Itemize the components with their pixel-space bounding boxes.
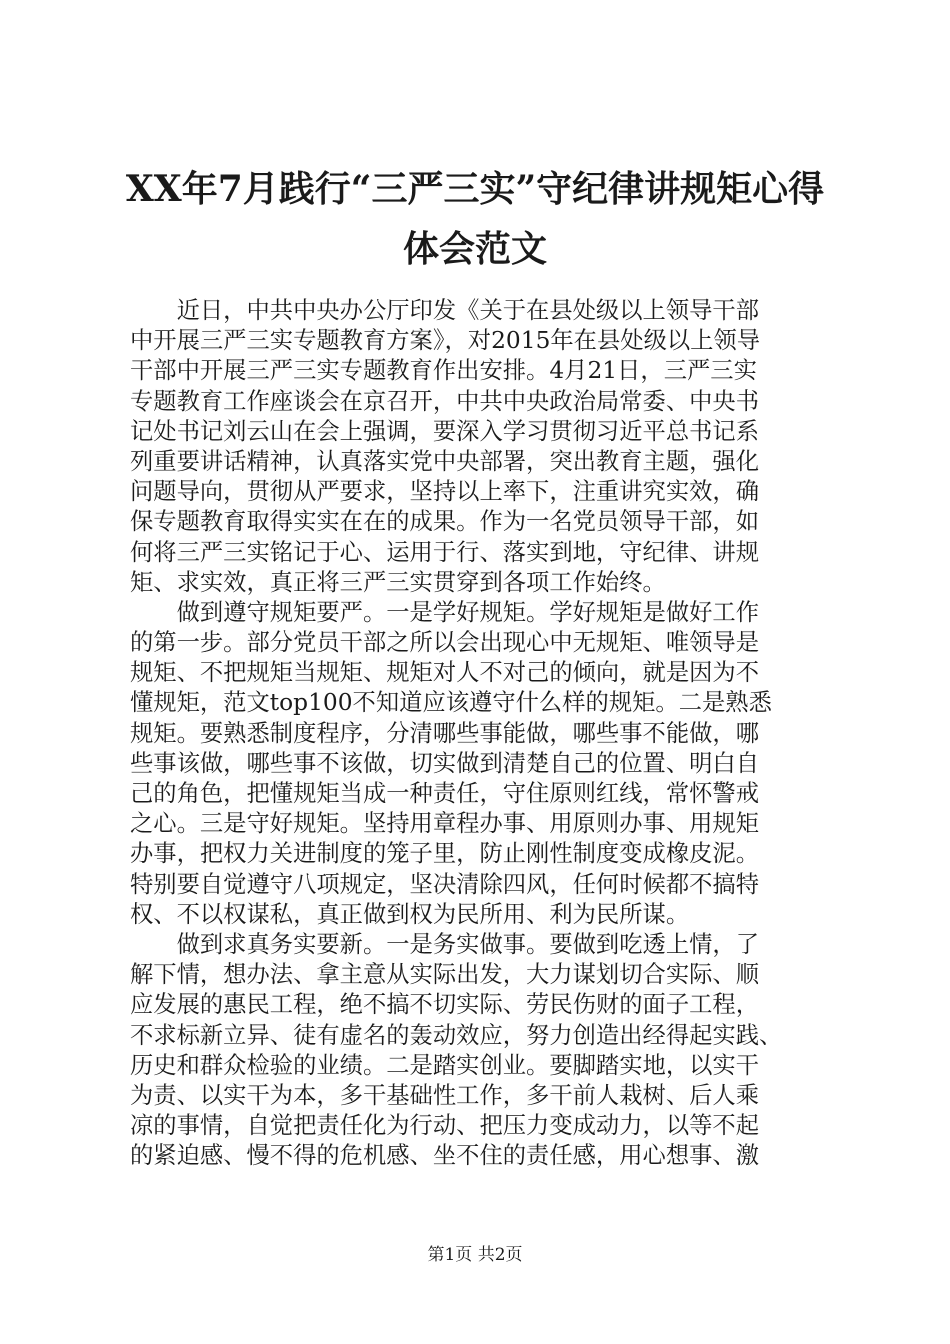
body-line: 做到遵守规矩要严。一是学好规矩。学好规矩是做好工作 <box>130 598 760 626</box>
body-line: 保专题教育取得实实在在的成果。作为一名党员领导干部，如 <box>130 508 760 536</box>
body-line: 中开展三严三实专题教育方案》，对2015年在县处级以上领导 <box>130 327 761 355</box>
body-line: 的紧迫感、慢不得的危机感、坐不住的责任感，用心想事、激 <box>130 1142 760 1170</box>
body-line: 之心。三是守好规矩。坚持用章程办事、用原则办事、用规矩 <box>130 810 760 838</box>
body-line: 己的角色，把懂规矩当成一种责任，守住原则红线，常怀警戒 <box>130 780 760 807</box>
body-line: 办事，把权力关进制度的笼子里，防止刚性制度变成橡皮泥。 <box>130 840 760 868</box>
body-line: 懂规矩，范文top100不知道应该遵守什么样的规矩。二是熟悉 <box>130 689 772 717</box>
document-title <box>80 159 870 279</box>
body-line: 规矩。要熟悉制度程序，分清哪些事能做，哪些事不能做，哪 <box>130 719 760 747</box>
body-line: 专题教育工作座谈会在京召开，中共中央政治局常委、中央书 <box>130 387 760 415</box>
body-line: 何将三严三实铭记于心、运用于行、落实到地，守纪律、讲规 <box>130 538 760 566</box>
body-line: 近日，中共中央办公厅印发《关于在县处级以上领导干部 <box>130 297 760 324</box>
title-line-2: 体会范文 <box>402 228 547 270</box>
body-line: 规矩、不把规矩当规矩、规矩对人不对己的倾向，就是因为不 <box>130 659 760 687</box>
title-line-1: XX年7月践行“三严三实”守纪律讲规矩心得 <box>125 168 825 210</box>
page-footer: 第1页 共2页 <box>427 1245 523 1265</box>
body-line: 解下情，想办法、拿主意从实际出发，大力谋划切合实际、顺 <box>130 961 760 989</box>
body-line: 应发展的惠民工程，绝不搞不切实际、劳民伤财的面子工程， <box>130 991 760 1019</box>
body-line: 不求标新立异、徒有虚名的轰动效应，努力创造出经得起实践、 <box>130 1021 783 1049</box>
document-body <box>130 296 830 1171</box>
body-line: 凉的事情，自觉把责任化为行动、把压力变成动力，以等不起 <box>130 1112 760 1140</box>
body-line: 矩、求实效，真正将三严三实贯穿到各项工作始终。 <box>130 568 666 596</box>
body-line: 为责、以实干为本，多干基础性工作，多干前人栽树、后人乘 <box>130 1081 760 1109</box>
body-line: 的第一步。部分党员干部之所以会出现心中无规矩、唯领导是 <box>130 629 760 657</box>
body-line: 干部中开展三严三实专题教育作出安排。4月21日，三严三实 <box>130 357 757 385</box>
body-line: 历史和群众检验的业绩。二是踏实创业。要脚踏实地，以实干 <box>130 1051 760 1079</box>
body-line: 记处书记刘云山在会上强调，要深入学习贯彻习近平总书记系 <box>130 417 760 445</box>
body-line: 做到求真务实要新。一是务实做事。要做到吃透上情，了 <box>130 930 760 958</box>
body-line: 列重要讲话精神，认真落实党中央部署，突出教育主题，强化 <box>130 447 760 475</box>
body-line: 权、不以权谋私，真正做到权为民所用、利为民所谋。 <box>130 900 690 928</box>
body-line: 些事该做，哪些事不该做，切实做到清楚自己的位置、明白自 <box>130 749 760 777</box>
body-line: 特别要自觉遵守八项规定，坚决清除四风，任何时候都不搞特 <box>130 870 760 898</box>
body-line: 问题导向，贯彻从严要求，坚持以上率下，注重讲究实效，确 <box>130 478 760 506</box>
